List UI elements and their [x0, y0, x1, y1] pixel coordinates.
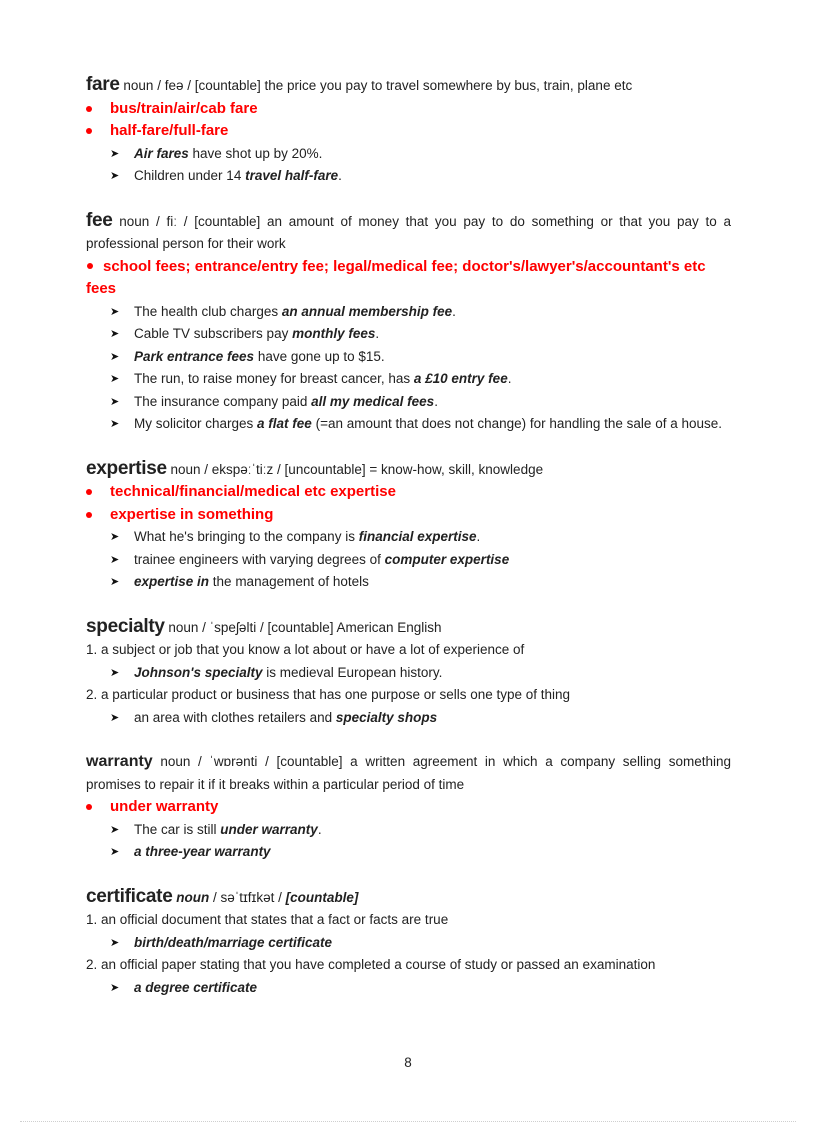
collocation: technical/financial/medical etc expertise — [86, 481, 731, 504]
example: ➤ a three-year warranty — [86, 841, 731, 864]
headword: certificate — [86, 885, 173, 907]
example: ➤ Johnson's specialty is medieval European history. — [86, 662, 731, 685]
entry-definition: fee noun / fiː / [countable] an amount of money that you pay to do something or that you pay to a professional person for their work — [86, 209, 731, 251]
headword: expertise — [86, 457, 167, 479]
page-number: 8 — [404, 1055, 412, 1070]
arrowhead-bullet-icon: ➤ — [110, 395, 120, 408]
collocation: under warranty — [86, 796, 731, 819]
arrowhead-bullet-icon: ➤ — [110, 305, 120, 318]
arrowhead-bullet-icon: ➤ — [110, 666, 120, 679]
arrowhead-bullet-icon: ➤ — [110, 846, 120, 858]
entry-definition: certificate noun / səˈtɪfɪkət / [countable] — [86, 885, 359, 907]
arrowhead-bullet-icon: ➤ — [110, 350, 120, 363]
red-dot-bullet-icon — [86, 512, 92, 518]
example: ➤ The health club charges an annual membership fee. — [86, 301, 731, 324]
sense: 2. a particular product or business that has one purpose or sells one type of thing — [86, 687, 571, 702]
entry-definition: specialty noun / ˈspeʃəlti / [countable] American English — [86, 615, 442, 637]
entry-definition: fare noun / feə / [countable] the price you pay to travel somewhere by bus, train, plane etc — [86, 74, 633, 95]
headword: fee — [86, 209, 113, 231]
example: ➤ What he's bringing to the company is financial expertise. — [86, 526, 731, 549]
arrowhead-bullet-icon: ➤ — [110, 373, 120, 385]
example: ➤ birth/death/marriage certificate — [86, 932, 731, 955]
red-dot-bullet-icon — [87, 263, 93, 269]
dictionary-page — [86, 74, 731, 1021]
example: ➤ The insurance company paid all my medical fees. — [86, 391, 731, 414]
arrowhead-bullet-icon: ➤ — [110, 418, 120, 430]
arrowhead-bullet-icon: ➤ — [110, 147, 120, 160]
entry-definition: warranty noun / ˈwɒrənti / [countable] a written agreement in which a company selling something promises to repair it if it breaks within a particular period of time — [86, 753, 731, 792]
example: ➤ Cable TV subscribers pay monthly fees. — [86, 323, 731, 346]
page-bottom-divider — [20, 1121, 796, 1122]
example: ➤ Children under 14 travel half-fare. — [86, 165, 731, 188]
headword: fare — [86, 74, 120, 95]
entry-definition: expertise noun / ekspəːˈtiːz / [uncountable] = know-how, skill, knowledge — [86, 457, 544, 479]
arrowhead-bullet-icon: ➤ — [110, 823, 120, 836]
example: ➤ an area with clothes retailers and specialty shops — [86, 707, 731, 730]
headword: specialty — [86, 615, 165, 637]
arrowhead-bullet-icon: ➤ — [110, 328, 120, 340]
collocation: half-fare/full-fare — [86, 120, 731, 143]
entry-specialty — [86, 616, 731, 730]
collocation: school fees; entrance/entry fee; legal/medical fee; doctor's/lawyer's/accountant's etc fees — [86, 257, 706, 297]
red-dot-bullet-icon — [86, 106, 92, 112]
example: ➤ Air fares have shot up by 20%. — [86, 143, 731, 166]
red-dot-bullet-icon — [86, 128, 92, 134]
collocation: bus/train/air/cab fare — [86, 98, 731, 121]
entry-fee — [86, 210, 731, 436]
example: ➤ Park entrance fees have gone up to $15. — [86, 346, 731, 369]
headword: warranty — [86, 753, 153, 770]
sense: 2. an official paper stating that you have completed a course of study or passed an examination — [86, 957, 656, 972]
example: ➤ The run, to raise money for breast cancer, has a £10 entry fee. — [86, 368, 731, 391]
arrowhead-bullet-icon: ➤ — [110, 576, 120, 588]
example: ➤ The car is still under warranty. — [86, 819, 731, 842]
example: ➤ expertise in the management of hotels — [86, 571, 731, 594]
arrowhead-bullet-icon: ➤ — [110, 531, 120, 543]
red-dot-bullet-icon — [86, 804, 92, 810]
example: ➤ trainee engineers with varying degrees of computer expertise — [86, 549, 731, 572]
arrowhead-bullet-icon: ➤ — [110, 170, 120, 182]
arrowhead-bullet-icon: ➤ — [110, 981, 120, 994]
arrowhead-bullet-icon: ➤ — [110, 711, 120, 724]
entry-warranty — [86, 751, 731, 864]
entry-certificate — [86, 886, 731, 1000]
arrowhead-bullet-icon: ➤ — [110, 553, 120, 566]
entry-fare — [86, 74, 731, 188]
example: ➤ a degree certificate — [86, 977, 731, 1000]
red-dot-bullet-icon — [86, 489, 92, 495]
example: ➤ My solicitor charges a flat fee (=an amount that does not change) for handling the sale of a house. — [86, 413, 731, 436]
arrowhead-bullet-icon: ➤ — [110, 936, 120, 949]
sense: 1. a subject or job that you know a lot about or have a lot of experience of — [86, 642, 525, 657]
entry-expertise — [86, 458, 731, 594]
sense: 1. an official document that states that a fact or facts are true — [86, 912, 449, 927]
collocation: expertise in something — [86, 504, 731, 527]
